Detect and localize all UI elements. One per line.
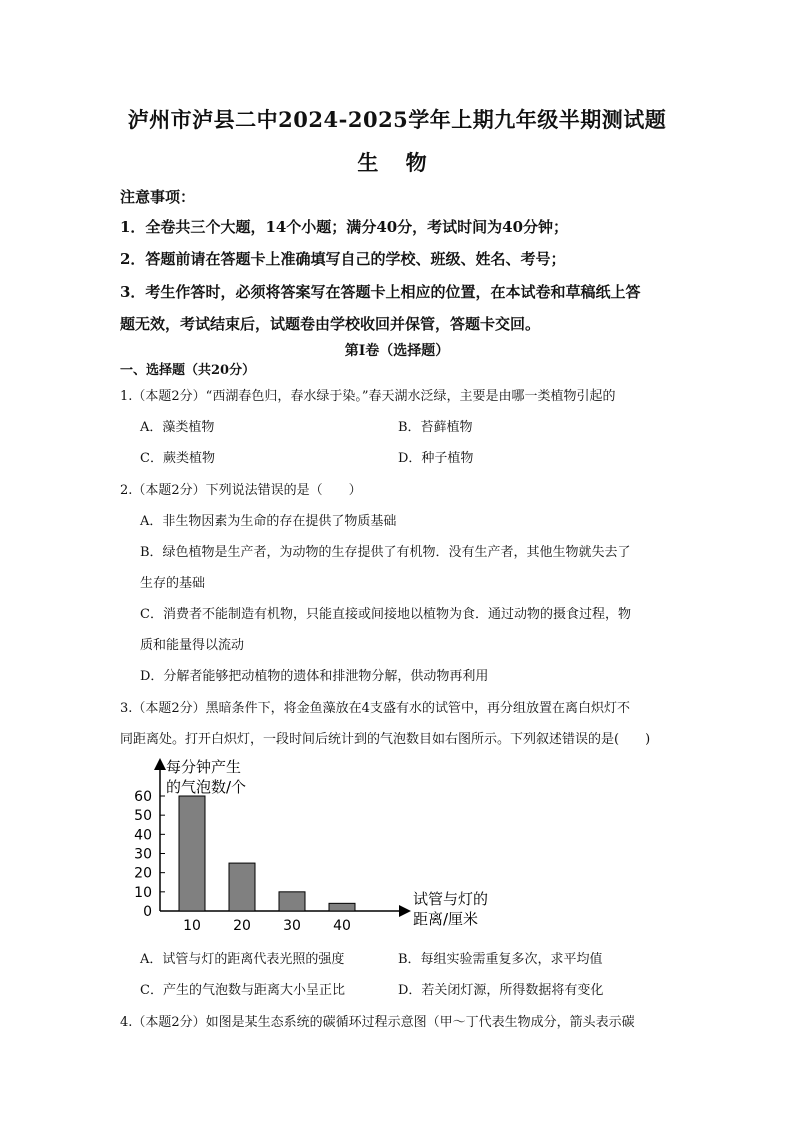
- q1-option-a: A．藻类植物: [140, 420, 215, 435]
- y-tick-label: 30: [134, 846, 152, 863]
- y-tick-label: 40: [134, 827, 152, 844]
- notice-item: 1．全卷共三个大题，14个小题；满分40分，考试时间为40分钟；: [120, 218, 569, 236]
- x-tick-label: 30: [283, 918, 301, 934]
- q3-option-d: D．若关闭灯源，所得数据将有变化: [398, 983, 604, 998]
- bar: [179, 796, 205, 911]
- exam-title: 泸州市泸县二中2024-2025学年上期九年级半期测试题: [127, 107, 667, 132]
- question-3-stem-cont: 同距离处。打开白炽灯，一段时间后统计到的气泡数目如右图所示。下列叙述错误的是( ): [120, 732, 651, 747]
- part-title: 第Ⅰ卷（选择题）: [344, 343, 450, 359]
- q2-option-b: B．绿色植物是生产者，为动物的生存提供了有机物．没有生产者，其他生物就失去了: [140, 545, 631, 560]
- x-tick-label: 40: [333, 918, 351, 934]
- q1-option-d: D．种子植物: [398, 451, 474, 466]
- y-tick-label: 20: [134, 865, 152, 882]
- q3-option-b: B．每组实验需重复多次，求平均值: [398, 952, 603, 967]
- bar: [279, 892, 305, 911]
- notice-heading: 注意事项：: [120, 188, 196, 206]
- bar: [229, 863, 255, 911]
- q1-option-b: B．苔藓植物: [398, 420, 473, 435]
- q1-option-c: C．蕨类植物: [140, 451, 215, 466]
- y-tick-label: 50: [134, 808, 152, 825]
- q2-option-a: A．非生物因素为生命的存在提供了物质基础: [140, 514, 397, 529]
- q2-option-c: C．消费者不能制造有机物，只能直接或间接地以植物为食．通过动物的摄食过程，物: [140, 607, 631, 622]
- x-axis-label: 试管与灯的: [413, 890, 489, 908]
- chart-bars: [179, 796, 355, 911]
- question-1-stem: 1.（本题2分）“西湖春色归，春水绿于染。”春天湖水泛绿，主要是由哪一类植物引起的: [120, 389, 616, 404]
- q3-option-a: A．试管与灯的距离代表光照的强度: [140, 952, 345, 967]
- section-title: 一、选择题（共20分）: [120, 363, 256, 378]
- y-axis-label: 的气泡数/个: [166, 778, 247, 796]
- q2-option-d: D．分解者能够把动植物的遗体和排泄物分解，供动物再利用: [140, 669, 489, 684]
- y-tick-label: 10: [134, 884, 152, 901]
- notice-item: 3．考生作答时，必须将答案写在答题卡上相应的位置，在本试卷和草稿纸上答: [120, 283, 641, 301]
- subject-title: 生 物: [357, 150, 437, 175]
- y-tick-label: 0: [143, 904, 152, 920]
- question-3-stem: 3.（本题2分）黑暗条件下，将金鱼藻放在4支盛有水的试管中，再分组放置在离白炽灯不: [120, 701, 630, 716]
- q2-option-c-cont: 质和能量得以流动: [140, 638, 245, 653]
- notice-item: 题无效，考试结束后，试题卷由学校收回并保管，答题卡交回。: [120, 315, 541, 333]
- x-axis-label: 距离/厘米: [413, 910, 479, 928]
- q3-option-c: C．产生的气泡数与距离大小呈正比: [140, 983, 345, 998]
- x-tick-label: 20: [233, 918, 251, 934]
- q2-option-b-cont: 生存的基础: [140, 576, 206, 591]
- question-4-stem: 4.（本题2分）如图是某生态系统的碳循环过程示意图（甲～丁代表生物成分，箭头表示碳: [120, 1015, 635, 1030]
- y-tick-label: 60: [134, 789, 152, 805]
- bar: [329, 903, 355, 911]
- x-tick-label: 10: [183, 918, 201, 934]
- question-2-stem: 2.（本题2分）下列说法错误的是（ ）: [120, 483, 362, 498]
- y-axis-label: 每分钟产生: [166, 758, 242, 776]
- notice-item: 2．答题前请在答题卡上准确填写自己的学校、班级、姓名、考号；: [120, 250, 566, 268]
- bubble-count-chart: [120, 756, 540, 936]
